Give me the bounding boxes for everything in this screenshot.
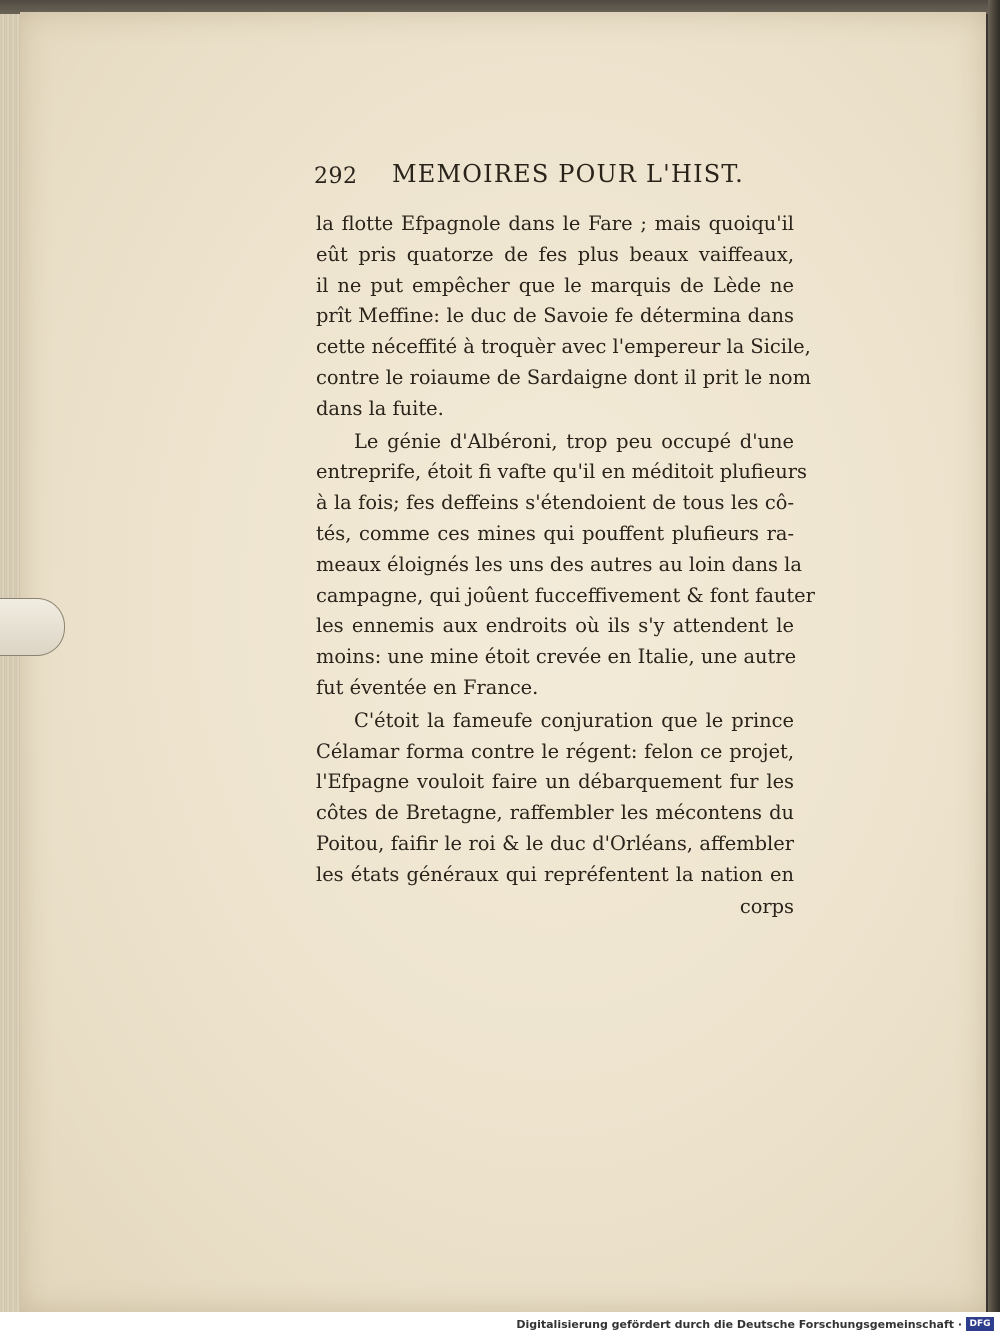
text-line: la flotte Efpagnole dans le Fare ; mais quoiqu'il [316,212,794,235]
text-line: cette néceffité à troquèr avec l'empereur la Sicile, [316,335,811,359]
text-line: tés, comme ces mines qui pouffent plufieurs ra- [316,521,794,545]
text-line: Le génie d'Albéroni, trop peu occupé d'une [354,429,794,453]
text-line: côtes de Bretagne, raffembler les mécontens du [316,801,794,825]
paragraph [316,427,815,704]
catchword: corps [739,895,794,918]
running-head [314,160,794,194]
running-head-title: MEMOIRES POUR L'HIST. [392,160,744,188]
text-line: Poitou, faifir le roi & le duc d'Orléans, affembler [316,831,794,855]
dfg-logo: DFG [966,1317,994,1331]
footer-bar [0,1312,1000,1336]
text-line: prît Meffine: le duc de Savoie fe détermina dans [316,304,794,328]
text-line: dans la fuite. [316,396,444,420]
book-binding-edge [988,0,1000,1336]
text-line: fut éventée en France. [316,675,539,699]
text-line: Célamar forma contre le régent: felon ce projet, [316,739,794,763]
paragraph [316,706,794,891]
page-number: 292 [314,164,358,189]
paragraph [316,209,811,425]
text-line: à la fois; fes deffeins s'étendoient de tous les cô- [316,491,794,515]
text-line: moins: une mine étoit crevée en Italie, une autre [316,645,797,669]
text-line: C'étoit la fameufe conjuration que le prince [354,708,794,732]
footer-credit: Digitalisierung gefördert durch die Deutsche Forschungsgemeinschaft · [516,1318,962,1331]
page-clip [0,598,65,656]
text-line: les états généraux qui repréfentent la nation en [316,862,794,886]
text-line: eût pris quatorze de fes plus beaux vaiffeaux, [316,242,794,266]
text-line: les ennemis aux endroits où ils s'y attendent le [316,614,794,638]
text-line: meaux éloignés les uns des autres au loin dans la [316,552,802,576]
text-line: il ne put empêcher que le marquis de Lède ne [316,273,794,297]
body-text [316,209,815,891]
text-line: campagne, qui joûent fucceffivement & font fauter [316,583,815,607]
text-line: contre le roiaume de Sardaigne dont il prit le nom [316,365,811,389]
text-line: entreprife, étoit fi vafte qu'il en méditoit plufieurs [316,460,807,484]
text-line: l'Efpagne vouloit faire un débarquement fur les [316,770,794,794]
